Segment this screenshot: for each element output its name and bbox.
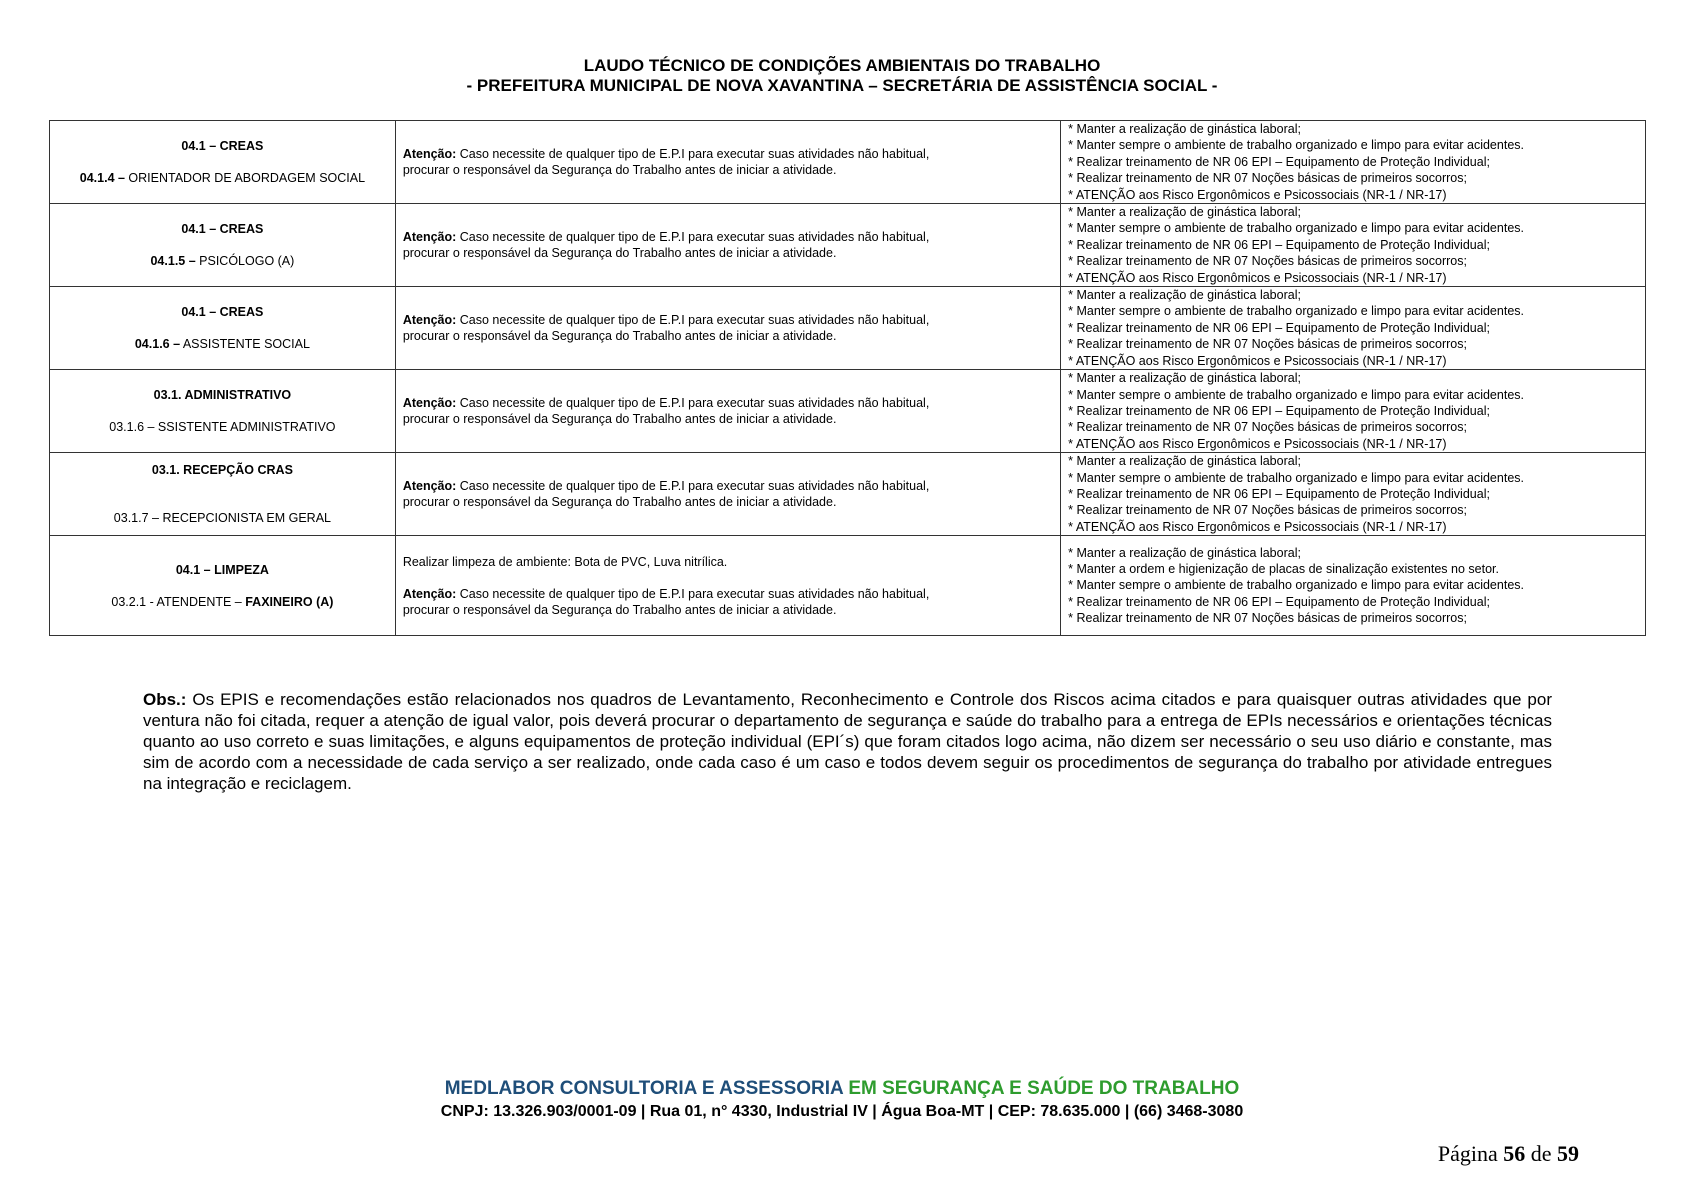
recommendation-item: * Realizar treinamento de NR 06 EPI – Equipamento de Proteção Individual; [1068,320,1490,335]
recommendation-item: * Manter sempre o ambiente de trabalho organizado e limpo para evitar acidentes. [1068,387,1524,402]
role-label: 03.1.7 – RECEPCIONISTA EM GERAL [113,511,332,526]
page-label: Página [1437,1141,1504,1166]
attention-text: Caso necessite de qualquer tipo de E.P.I para executar suas atividades não habitual, [456,230,930,245]
document-title: LAUDO TÉCNICO DE CONDIÇÕES AMBIENTAIS DO TRABALHO [583,56,1101,75]
recommendation-item: * ATENÇÃO aos Risco Ergonômicos e Psicossociais (NR-1 / NR-17) [1068,187,1447,202]
attention-text-line2: procurar o responsável da Segurança do Trabalho antes de iniciar a atividade. [402,329,837,344]
table-row [50,204,1646,287]
risk-recommendations-table [49,120,1646,636]
recommendation-item: * Realizar treinamento de NR 06 EPI – Equipamento de Proteção Individual; [1068,403,1490,418]
recommendation-item: * Realizar treinamento de NR 07 Noções básicas de primeiros socorros; [1068,611,1467,626]
recommendation-item: * ATENÇÃO aos Risco Ergonômicos e Psicossociais (NR-1 / NR-17) [1068,353,1447,368]
role-label [150,254,294,268]
recommendation-item: * Realizar treinamento de NR 06 EPI – Equipamento de Proteção Individual; [1068,237,1490,252]
table-row [50,370,1646,453]
recommendation-item: * Manter sempre o ambiente de trabalho organizado e limpo para evitar acidentes. [1068,304,1524,319]
recommendations-cell [1061,121,1646,204]
role-name: ORIENTADOR DE ABORDAGEM SOCIAL [124,171,366,186]
recommendation-item: * Manter a realização de ginástica laboral; [1068,454,1301,469]
role-label [80,171,365,185]
recommendation-item: * ATENÇÃO aos Risco Ergonômicos e Psicossociais (NR-1 / NR-17) [1068,519,1447,534]
epi-cell [395,370,1060,453]
attention-note [403,395,1053,411]
recommendation-item: * Realizar treinamento de NR 07 Noções básicas de primeiros socorros; [1068,337,1467,352]
recommendations-cell [1061,287,1646,370]
recommendation-item: * Realizar treinamento de NR 07 Noções básicas de primeiros socorros; [1068,420,1467,435]
attention-label: Atenção: [402,479,457,494]
recommendation-item: * Manter a realização de ginástica laboral; [1068,371,1301,386]
attention-label: Atenção: [402,230,457,245]
role-cell [50,287,396,370]
section-label: 04.1 – LIMPEZA [175,562,269,577]
table-row [50,121,1646,204]
role-code: 03.2.1 - ATENDENTE – [111,594,246,609]
attention-label: Atenção: [402,586,457,601]
recommendations-cell [1061,536,1646,636]
page-of: de [1525,1141,1557,1166]
recommendation-item: * Manter sempre o ambiente de trabalho organizado e limpo para evitar acidentes. [1068,138,1524,153]
attention-text: Caso necessite de qualquer tipo de E.P.I para executar suas atividades não habitual, [456,313,930,328]
recommendation-item: * Manter sempre o ambiente de trabalho organizado e limpo para evitar acidentes. [1068,578,1524,593]
document-subtitle: - PREFEITURA MUNICIPAL DE NOVA XAVANTINA – SECRETÁRIA DE ASSISTÊNCIA SOCIAL - [466,76,1218,95]
attention-text: Caso necessite de qualquer tipo de E.P.I para executar suas atividades não habitual, [456,479,930,494]
recommendation-item: * Manter sempre o ambiente de trabalho organizado e limpo para evitar acidentes. [1068,470,1524,485]
document-footer [0,1077,1684,1123]
recommendation-item: * Manter a realização de ginástica laboral; [1068,205,1301,220]
section-label: 03.1. RECEPÇÃO CRAS [151,463,293,478]
table-row [50,536,1646,636]
role-cell [50,453,396,536]
attention-label: Atenção: [402,147,457,162]
recommendations-cell [1061,453,1646,536]
attention-note [403,478,1053,494]
recommendation-item: * Manter a realização de ginástica laboral; [1068,122,1301,136]
attention-text-line2: procurar o responsável da Segurança do Trabalho antes de iniciar a atividade. [402,412,837,427]
page-total: 59 [1557,1141,1579,1166]
document-header [0,56,1684,96]
table-row [50,453,1646,536]
role-code: 04.1.6 – [134,337,181,352]
recommendation-item: * Realizar treinamento de NR 06 EPI – Equipamento de Proteção Individual; [1068,486,1490,501]
role-name: PSICÓLOGO (A) [195,254,295,269]
recommendation-item: * Manter a realização de ginástica laboral; [1068,288,1301,303]
epi-text: Realizar limpeza de ambiente: Bota de PVC, Luva nitrílica. [402,554,728,569]
role-code: 04.1.5 – [150,254,196,269]
recommendation-item: * Realizar treinamento de NR 07 Noções básicas de primeiros socorros; [1068,503,1467,518]
role-cell [50,536,396,636]
attention-note [403,312,1053,328]
attention-note [403,586,1053,602]
role-label [111,595,333,609]
company-address: CNPJ: 13.326.903/0001-09 | Rua 01, n° 4330, Industrial IV | Água Boa-MT | CEP: 78.635.000 | (66) 3468-3080 [440,1103,1244,1120]
observation-text: Os EPIS e recomendações estão relacionados nos quadros de Levantamento, Reconhecimento e Controle dos Riscos acima citados e para quaisquer outras atividades que por ventura não foi citada, requer a atenção de igual valor, pois deverá procurar o departamento de segurança e saúde do trabalho para a entrega de EPIs necessários e orientações técnicas quanto ao uso correto e suas limitações, e alguns equipamentos de proteção individual (EPI´s) que foram citados logo acima, não dizem ser necessário o seu uso diário e constante, mas sim de acordo com a necessidade de cada serviço a ser realizado, onde cada caso é um caso e todos devem seguir os procedimentos de segurança do trabalho por atividade entregues na integração e reciclagem. [143,690,1552,793]
attention-text-line2: procurar o responsável da Segurança do Trabalho antes de iniciar a atividade. [402,602,837,617]
attention-label: Atenção: [402,313,457,328]
role-label: 03.1.6 – SSISTENTE ADMINISTRATIVO [109,420,336,435]
recommendation-item: * Manter sempre o ambiente de trabalho organizado e limpo para evitar acidentes. [1068,221,1524,236]
recommendation-item: * Manter a ordem e higienização de placas de sinalização existentes no setor. [1068,562,1499,577]
attention-note [403,146,1053,162]
section-label: 04.1 – CREAS [181,222,264,237]
epi-cell [395,121,1060,204]
attention-text: Caso necessite de qualquer tipo de E.P.I para executar suas atividades não habitual, [456,147,930,162]
attention-text-line2: procurar o responsável da Segurança do Trabalho antes de iniciar a atividade. [402,163,837,178]
attention-text-line2: procurar o responsável da Segurança do Trabalho antes de iniciar a atividade. [402,495,837,510]
recommendation-item: * ATENÇÃO aos Risco Ergonômicos e Psicossociais (NR-1 / NR-17) [1068,436,1447,451]
epi-cell [395,536,1060,636]
page-current: 56 [1503,1141,1526,1166]
attention-text: Caso necessite de qualquer tipo de E.P.I para executar suas atividades não habitual, [456,396,930,411]
recommendation-item: * Realizar treinamento de NR 07 Noções básicas de primeiros socorros; [1068,254,1467,269]
recommendation-item: * ATENÇÃO aos Risco Ergonômicos e Psicossociais (NR-1 / NR-17) [1068,270,1447,285]
section-label: 03.1. ADMINISTRATIVO [153,388,292,403]
recommendations-cell [1061,370,1646,453]
epi-cell [395,287,1060,370]
role-cell [50,121,396,204]
role-name: FAXINEIRO (A) [245,594,334,609]
recommendation-item: * Realizar treinamento de NR 06 EPI – Equipamento de Proteção Individual; [1068,594,1490,609]
attention-note [403,229,1053,245]
role-cell [50,370,396,453]
page-number [1438,1141,1579,1167]
recommendation-item: * Manter a realização de ginástica laboral; [1068,545,1301,560]
recommendation-item: * Realizar treinamento de NR 07 Noções básicas de primeiros socorros; [1068,171,1467,186]
attention-text-line2: procurar o responsável da Segurança do Trabalho antes de iniciar a atividade. [402,246,837,261]
recommendations-cell [1061,204,1646,287]
company-name [0,1077,1684,1101]
epi-cell [395,453,1060,536]
role-code: 04.1.4 – [79,171,125,186]
company-name-green: EM SEGURANÇA E SAÚDE DO TRABALHO [843,1078,1240,1099]
role-name: ASSISTENTE SOCIAL [180,337,310,352]
attention-text: Caso necessite de qualquer tipo de E.P.I para executar suas atividades não habitual, [456,586,930,601]
recommendation-item: * Realizar treinamento de NR 06 EPI – Equipamento de Proteção Individual; [1068,154,1490,169]
section-label: 04.1 – CREAS [181,139,264,154]
section-label: 04.1 – CREAS [181,305,264,320]
epi-cell [395,204,1060,287]
role-label [135,337,310,351]
observation-label: Obs.: [143,690,187,709]
observation-paragraph [143,689,1552,794]
company-name-blue: MEDLABOR CONSULTORIA E ASSESSORIA [444,1078,844,1099]
attention-label: Atenção: [402,396,457,411]
table-row [50,287,1646,370]
role-cell [50,204,396,287]
